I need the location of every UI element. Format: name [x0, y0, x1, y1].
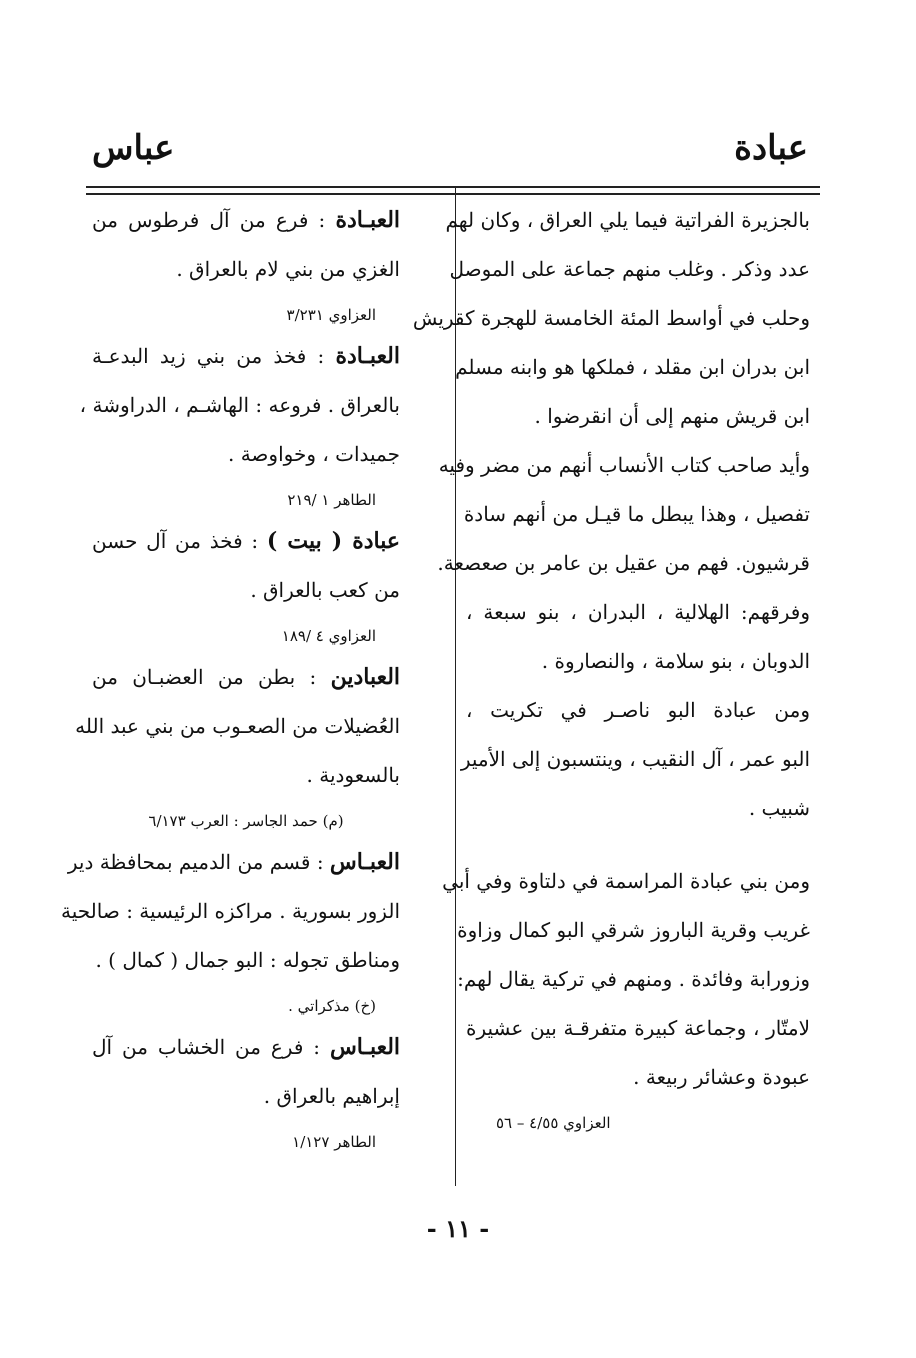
text-line: ابن بدران ابن مقلد ، فملكها هو وابنه مسلم	[455, 355, 810, 379]
text-line: إبراهيم بالعراق .	[263, 1084, 400, 1108]
header-rule-top	[86, 186, 820, 188]
right-column	[412, 200, 810, 1144]
source-reference: العزاوي ٤/٥٥ – ٥٦	[496, 1114, 611, 1132]
source-reference: العزاوي ٤ /١٨٩	[281, 627, 376, 645]
source-reference: (م) حمد الجاسر : العرب ٦/١٧٣	[148, 812, 344, 830]
entry-4	[75, 657, 401, 842]
text-line: جميدات ، وخواوصة .	[227, 442, 400, 466]
running-head-right: عبادة	[734, 128, 808, 168]
entry-3	[92, 521, 400, 657]
paragraph-2	[437, 445, 810, 592]
text-line: بالعراق . فروعه : الهاشـم ، الدراوشة ،	[79, 393, 400, 417]
text-line: بالجزيرة الفراتية فيما يلي العراق ، وكان لهم	[445, 208, 810, 232]
paragraph-5	[442, 861, 810, 1106]
source-reference: (خ) مذكراتي .	[288, 997, 376, 1015]
entry-5	[61, 842, 400, 1027]
entry-text: : فخذ من آل حسن	[92, 529, 259, 553]
text-line: غريب وقرية الباروز شرقي البو كمال وزاوة	[457, 918, 810, 942]
text-line: الغزي من بني لام بالعراق .	[176, 257, 400, 281]
paragraph-3	[466, 592, 810, 690]
paragraph-4	[460, 690, 810, 837]
entry-text: : فرع من الخشاب من آل	[92, 1035, 321, 1059]
text-line: ومناطق تجوله : البو جمال ( كمال ) .	[95, 948, 400, 972]
text-line: ومن بني عبادة المراسمة في دلتاوة وفي أبي	[442, 869, 810, 893]
page-number: - ١١ -	[426, 1214, 490, 1243]
text-line: العُضيلات من الصعـوب من بني عبد الله	[75, 714, 400, 738]
running-head-left: عباس	[92, 128, 175, 168]
entry-text: : فرع من آل فرطوس من	[92, 208, 326, 232]
paragraph-1	[412, 200, 810, 445]
entry-term: عبادة ( بيت )	[266, 528, 401, 554]
entry-text: : بطن من العضبـان من	[92, 665, 317, 689]
text-line: تفصيل ، وهذا يبطل ما قيـل من أنهم سادة	[463, 502, 810, 526]
source-reference: الطاهر ١ /٢١٩	[287, 491, 376, 509]
left-column	[61, 200, 401, 1163]
source-reference: العزاوي ٣/٢٣١	[286, 306, 376, 324]
entry-text: : فخذ من بني زيد البدعـة	[92, 344, 325, 368]
text-line: عدد وذكر . وغلب منهم جماعة على الموصل	[449, 257, 810, 281]
text-line: من كعب بالعراق .	[250, 578, 400, 602]
text-line: وزورابة وفائدة . ومنهم في تركية يقال لهم:	[457, 967, 810, 991]
text-line: بالسعودية .	[306, 763, 400, 787]
entry-6	[92, 1027, 400, 1163]
text-line: الزور بسورية . مراكزه الرئيسية : صالحية	[61, 899, 400, 923]
text-line: وأيد صاحب كتاب الأنساب أنهم من مضر وفيه	[438, 453, 810, 477]
entry-1	[92, 200, 400, 336]
text-line: قرشيون. فهم من عقيل بن عامر بن صعصعة.	[437, 551, 810, 575]
text-line: وحلب في أواسط المئة الخامسة للهجرة كقريش	[412, 306, 810, 330]
entry-term: العبـاس	[329, 1034, 401, 1060]
entry-term: العبادين	[330, 664, 401, 690]
text-line: شبيب .	[748, 796, 810, 820]
header-rule-bottom	[86, 193, 820, 195]
text-line: وفرقهم: الهلالية ، البدران ، بنو سبعة ،	[466, 600, 810, 624]
entry-text: : قسم من الدميم بمحافظة دير	[67, 850, 324, 874]
entry-term: العبـاس	[329, 849, 400, 875]
entry-term: العبـادة	[335, 207, 401, 233]
spacer	[466, 837, 810, 861]
text-line: الدوبان ، بنو سلامة ، والنصاروة .	[541, 649, 810, 673]
source-reference: الطاهر ١/١٢٧	[292, 1133, 376, 1151]
entry-term: العبـادة	[335, 343, 400, 369]
text-line: لامتّار ، وجماعة كبيرة متفرقـة بين عشيرة	[466, 1016, 810, 1040]
text-line: ومن عبادة البو ناصـر في تكريت ،	[466, 698, 810, 722]
text-line: عبودة وعشائر ربيعة .	[633, 1065, 810, 1089]
text-line: البو عمر ، آل النقيب ، وينتسبون إلى الأمير	[460, 747, 810, 771]
entry-2	[79, 336, 400, 521]
text-line: ابن قريش منهم إلى أن انقرضوا .	[534, 404, 810, 428]
